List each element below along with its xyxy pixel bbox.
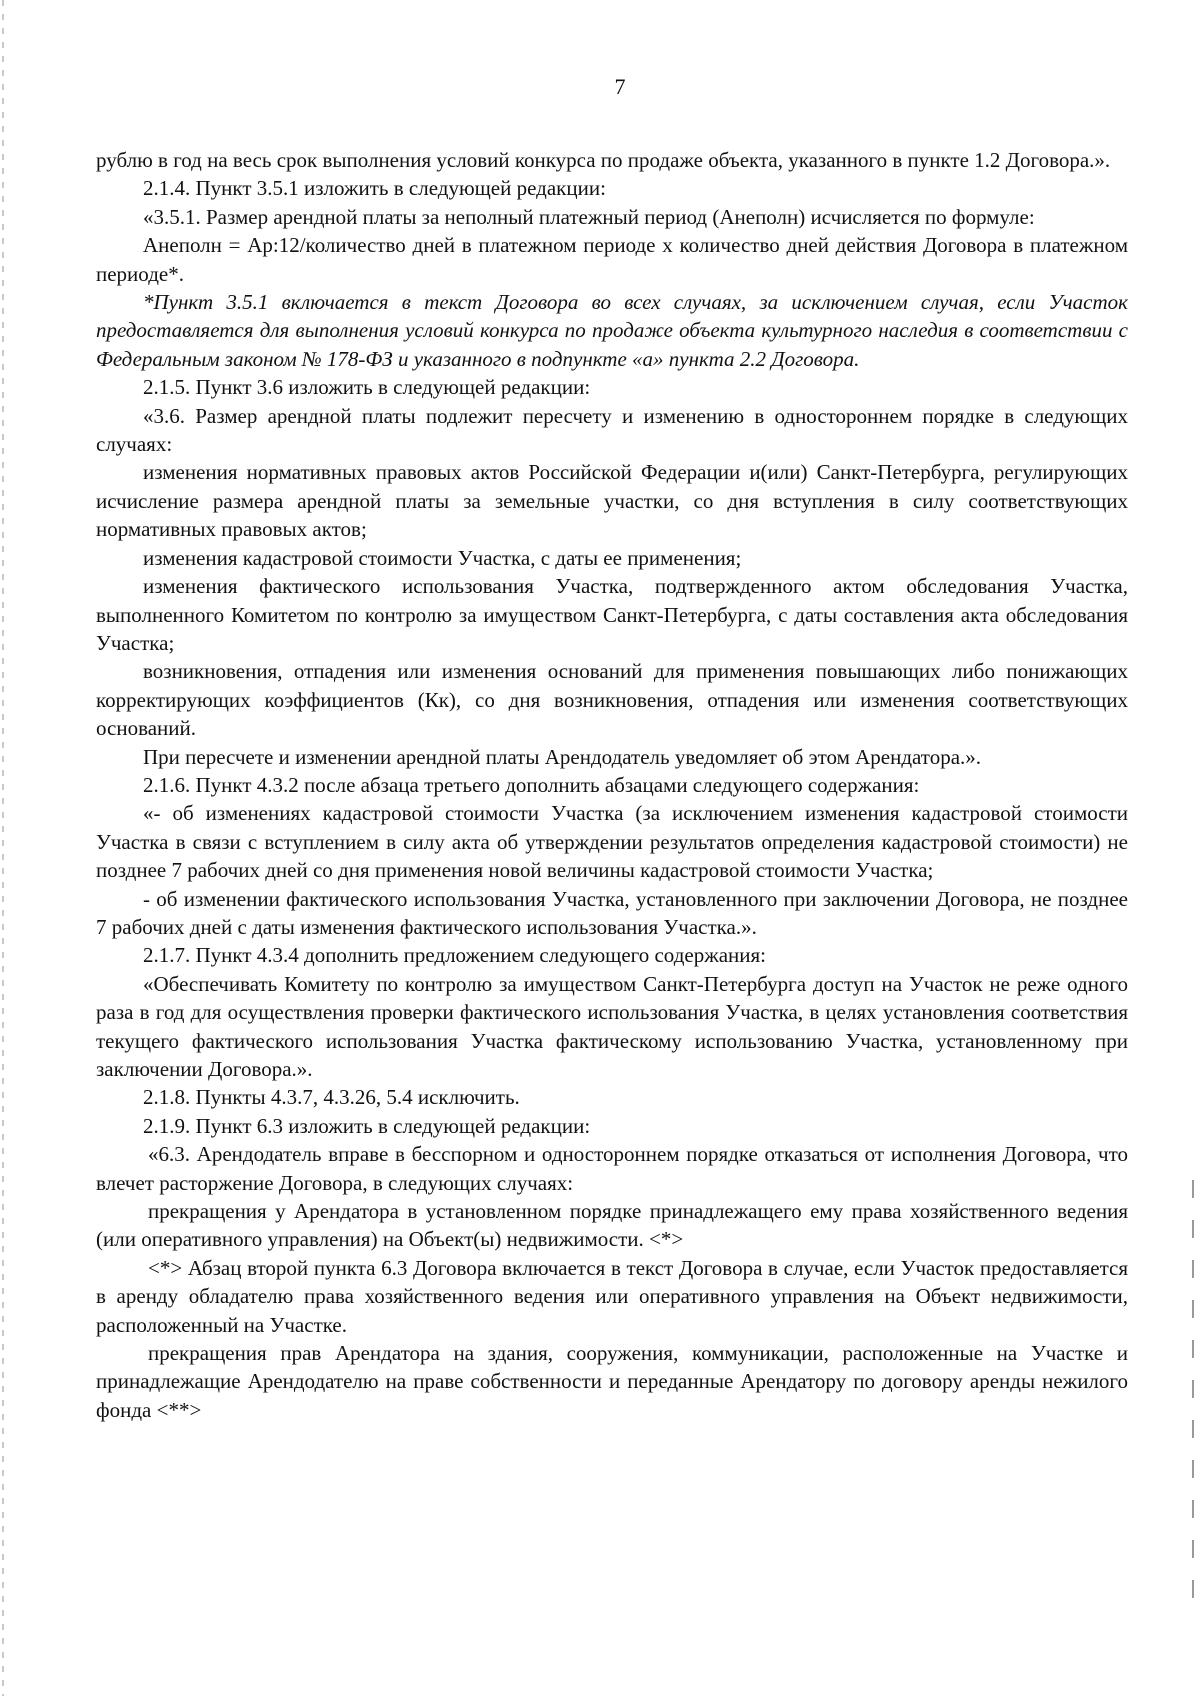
paragraph-footnote-6-3: <*> Абзац второй пункта 6.3 Договора включается в текст Договора в случае, если Участок предоставляется в аренду обладателю права хозяйственного ведения или оперативного управления на Объект недвижимости, расположенный на Участке. xyxy=(96,1255,1128,1337)
paragraph-formula: Анеполн = Ар:12/количество дней в платежном периоде х количество дней действия Договора в платежном периоде*. xyxy=(96,233,1128,286)
paragraph-termination-right: прекращения у Арендатора в установленном порядке принадлежащего ему права хозяйственного ведения (или оперативного управления) на Объект(ы) недвижимости. <*> xyxy=(96,1199,1128,1252)
paragraph-item-2-1-7: 2.1.7. Пункт 4.3.4 дополнить предложением следующего содержания: xyxy=(143,943,766,968)
paragraph-item-2-1-5: 2.1.5. Пункт 3.6 изложить в следующей редакции: xyxy=(143,375,591,400)
paragraph-termination-buildings: прекращения прав Арендатора на здания, сооружения, коммуникации, расположенные на Участке и принадлежащие Арендодателю на праве собственности и переданные Арендатору по договору аренды нежилого фонда <**> xyxy=(96,1341,1128,1422)
paragraph-case-coefficients: возникновения, отпадения или изменения оснований для применения повышающих либо понижающих корректирующих коэффициентов (Кк), со дня возникновения, отпадения или изменения соответствующих оснований. xyxy=(96,659,1128,741)
paragraph-item-2-1-4: 2.1.4. Пункт 3.5.1 изложить в следующей редакции: xyxy=(143,176,606,201)
paragraph-footnote-3-5-1: *Пункт 3.5.1 включается в текст Договора во всех случаях, за исключением случая, если Участок предоставляется для выполнения условий конкурса по продаже объекта культурного наследия в соответствии с Федеральным законом № 178-ФЗ и указанного в подпункте «а» пункта 2.2 Договора. xyxy=(96,290,1128,371)
paragraph-clause-3-5-1: «3.5.1. Размер арендной платы за неполный платежный период (Анеполн) исчисляется по формуле: xyxy=(143,204,1035,229)
paragraph: рублю в год на весь срок выполнения условий конкурса по продаже объекта, указанного в пункте 1.2 Договора.». xyxy=(96,148,1111,172)
scan-edge-left xyxy=(2,0,4,1696)
paragraph-case-actual-use: изменения фактического использования Участка, подтвержденного актом обследования Участка, выполненного Комитетом по контролю за имуществом Санкт-Петербурга, с даты составления акта обследования Участка; xyxy=(96,574,1128,655)
paragraph-notification: При пересчете и изменении арендной платы Арендодатель уведомляет об этом Арендатора.». xyxy=(143,744,982,769)
paragraph-actual-use-change: - об изменении фактического использования Участка, установленного при заключении Договора, не позднее 7 рабочих дней с даты изменения фактического использования Участка.». xyxy=(96,886,1128,939)
paragraph-access: «Обеспечивать Комитету по контролю за имуществом Санкт-Петербурга доступ на Участок не реже одного раза в год для осуществления проверки фактического использования Участка, в целях установления соответствия текущего фактического использования Участка фактическому использованию Участка, установленному при заключении Договора.». xyxy=(96,971,1128,1081)
paragraph-case-cadastral: изменения кадастровой стоимости Участка, с даты ее применения; xyxy=(143,545,742,570)
paragraph-item-2-1-6: 2.1.6. Пункт 4.3.2 после абзаца третьего дополнить абзацами следующего содержания: xyxy=(143,772,920,797)
paragraph-cadastral-change: «- об изменениях кадастровой стоимости Участка (за исключением изменения кадастровой стоимости Участка в связи с вступлением в силу акта об утверждении результатов определения кадастровой стоимости) не позднее 7 рабочих дней со дня применения новой величины кадастровой стоимости Участка; xyxy=(96,801,1128,883)
paragraph-item-2-1-9: 2.1.9. Пункт 6.3 изложить в следующей редакции: xyxy=(143,1113,591,1138)
paragraph-clause-6-3: «6.3. Арендодатель вправе в бесспорном и одностороннем порядке отказаться от исполнения Договора, что влечет расторжение Договора, в следующих случаях: xyxy=(96,1142,1128,1195)
paragraph-case-legislation: изменения нормативных правовых актов Российской Федерации и(или) Санкт-Петербурга, регулирующих исчисление размера арендной платы за земельные участки, со дня вступления в силу соответствующих нормативных правовых актов; xyxy=(96,460,1128,542)
scan-edge-right xyxy=(1192,1180,1194,1600)
paragraph-item-2-1-8: 2.1.8. Пункты 4.3.7, 4.3.26, 5.4 исключить. xyxy=(143,1085,520,1110)
paragraph-clause-3-6: «3.6. Размер арендной платы подлежит пересчету и изменению в одностороннем порядке в следующих случаях: xyxy=(96,403,1128,457)
document-body xyxy=(96,146,1128,1424)
page-number: 7 xyxy=(614,74,626,99)
